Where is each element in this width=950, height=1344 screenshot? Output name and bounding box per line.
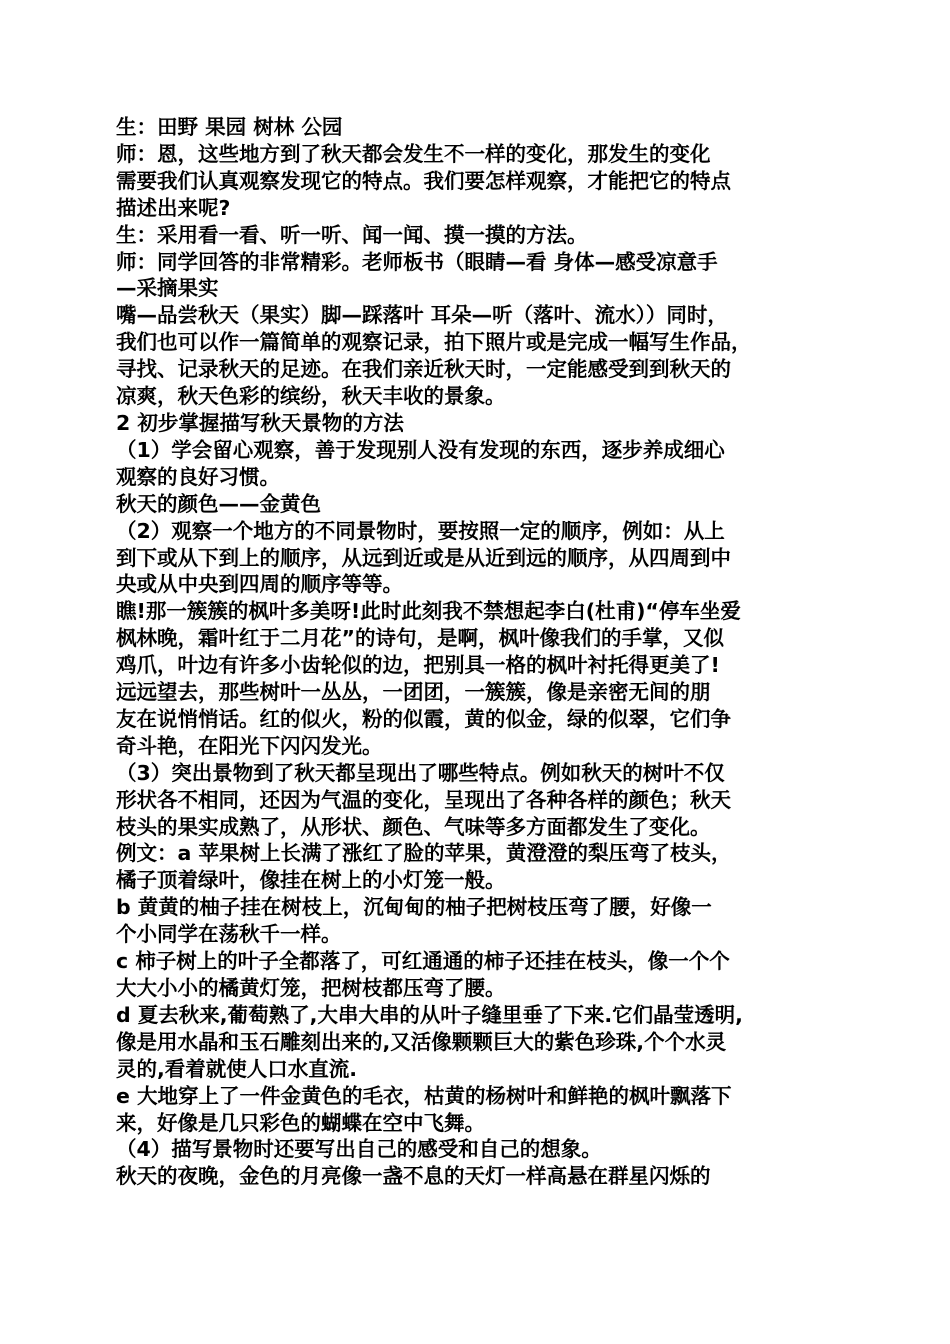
text-line: （1）学会留心观察，善于发现别人没有发现的东西，逐步养成细心 — [116, 437, 725, 462]
text-line: 鸡爪，叶边有许多小齿轮似的边，把别具一格的枫叶衬托得更美了! — [116, 653, 720, 678]
text-line: 寻找、记录秋天的足迹。在我们亲近秋天时，一定能感受到到秋天的 — [116, 357, 731, 382]
section-heading: 2 初步掌握描写秋天景物的方法 — [116, 410, 404, 435]
text-line: 凉爽，秋天色彩的缤纷，秋天丰收的景象。 — [116, 384, 506, 409]
text-line: 秋天的颜色——金黄色 — [116, 491, 321, 516]
text-line: （4）描写景物时还要写出自己的感受和自己的想象。 — [116, 1137, 602, 1162]
text-line: 到下或从下到上的顺序，从远到近或是从近到远的顺序，从四周到中 — [116, 545, 731, 570]
text-line: 远远望去，那些树叶一丛丛，一团团，一簇簇，像是亲密无间的朋 — [116, 680, 711, 705]
text-line: 生：田野 果园 树林 公园 — [116, 115, 343, 139]
text-line: 师：恩，这些地方到了秋天都会发生不一样的变化，那发生的变化 — [116, 141, 711, 166]
text-line: 友在说悄悄话。红的似火，粉的似霞，黄的似金，绿的似翠，它们争 — [116, 706, 731, 731]
text-line: 观察的良好习惯。 — [116, 464, 280, 489]
text-line: 秋天的夜晚，金色的月亮像一盏不息的天灯一样高悬在群星闪烁的 — [116, 1164, 711, 1189]
text-line: 央或从中央到四周的顺序等等。 — [116, 572, 403, 597]
text-line: —采摘果实 — [116, 276, 219, 301]
text-line: 枫林晚，霜叶红于二月花”的诗句，是啊，枫叶像我们的手掌，又似 — [116, 626, 724, 651]
text-line: 橘子顶着绿叶，像挂在树上的小灯笼一般。 — [116, 868, 506, 893]
text-line: 像是用水晶和玉石雕刻出来的,又活像颗颗巨大的紫色珍珠,个个水灵 — [116, 1029, 727, 1054]
text-line: b 黄黄的柚子挂在树枝上，沉甸甸的柚子把树枝压弯了腰，好像一 — [116, 895, 712, 920]
text-line: 师：同学回答的非常精彩。老师板书（眼睛—看 身体—感受凉意手 — [116, 249, 718, 274]
text-line: 描述出来呢? — [116, 195, 231, 220]
text-line: c 柿子树上的叶子全都落了，可红通通的柿子还挂在枝头，像一个个 — [116, 949, 730, 974]
document-body — [116, 114, 840, 1190]
text-line: 需要我们认真观察发现它的特点。我们要怎样观察，才能把它的特点 — [116, 168, 731, 193]
text-line: 个小同学在荡秋千一样。 — [116, 922, 342, 947]
text-line: 枝头的果实成熟了，从形状、颜色、气味等多方面都发生了变化。 — [116, 814, 711, 839]
text-line: 生：采用看一看、听一听、闻一闻、摸一摸的方法。 — [116, 222, 588, 247]
text-line: 我们也可以作一篇简单的观察记录，拍下照片或是完成一幅写生作品， — [116, 330, 752, 355]
text-line: d 夏去秋来,葡萄熟了,大串大串的从叶子缝里垂了下来.它们晶莹透明, — [116, 1002, 743, 1027]
text-line: （3）突出景物到了秋天都呈现出了哪些特点。例如秋天的树叶不仅 — [116, 760, 725, 785]
text-line: 灵的,看着就使人口水直流. — [116, 1056, 358, 1081]
text-line: 瞧!那一簇簇的枫叶多美呀!此时此刻我不禁想起李白(杜甫)“停车坐爱 — [116, 599, 741, 624]
text-line: 奇斗艳，在阳光下闪闪发光。 — [116, 733, 383, 758]
text-line: 来，好像是几只彩色的蝴蝶在空中飞舞。 — [116, 1110, 485, 1135]
text-line: （2）观察一个地方的不同景物时，要按照一定的顺序，例如：从上 — [116, 518, 725, 543]
text-line: e 大地穿上了一件金黄色的毛衣，枯黄的杨树叶和鲜艳的枫叶飘落下 — [116, 1083, 732, 1108]
text-line: 例文：a 苹果树上长满了涨红了脸的苹果，黄澄澄的梨压弯了枝头， — [116, 841, 732, 866]
text-line: 形状各不相同，还因为气温的变化，呈现出了各种各样的颜色；秋天 — [116, 787, 731, 812]
text-line: 嘴—品尝秋天（果实）脚—踩落叶 耳朵—听（落叶、流水））同时， — [116, 303, 728, 328]
text-line: 大大小小的橘黄灯笼，把树枝都压弯了腰。 — [116, 976, 506, 1000]
